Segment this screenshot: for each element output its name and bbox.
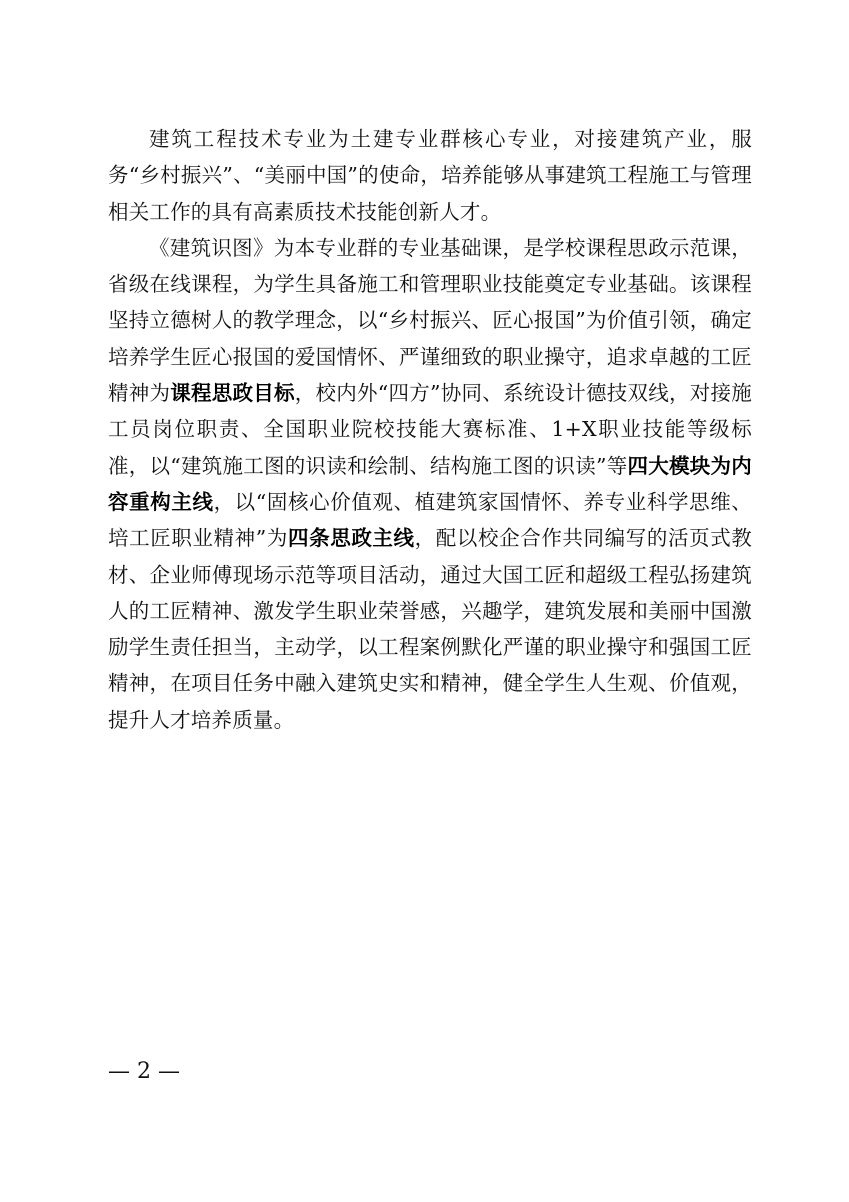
bold-phrase-four-modules: 四大模块为内容重构主线	[108, 453, 752, 514]
body-text	[108, 121, 752, 738]
paragraph-1-text: 建筑工程技术专业为土建专业群核心专业，对接建筑产业，服务“乡村振兴”、“美丽中国”的使命，培养能够从事建筑工程施工与管理相关工作的具有高素质技术技能创新人才。	[108, 127, 752, 224]
bold-phrase-four-lines: 四条思政主线	[287, 526, 415, 551]
paragraph-1	[108, 121, 752, 230]
page-number: — 2 —	[108, 1059, 180, 1084]
paragraph-2-text-a: 《建筑识图》为本专业群的专业基础课，是学校课程思政示范课，省级在线课程，为学生具备施工和管理职业技能奠定专业基础。该课程坚持立德树人的教学理念，以“乡村振兴、匠心报国”为价值引领，确定培养学生匠心报国的爱国情怀、严谨细致的职业操守，追求卓越的工匠精神为	[108, 235, 752, 406]
paragraph-2-text-d: ，配以校企合作共同编写的活页式教材、企业师傅现场示范等项目活动，通过大国工匠和超级工程弘扬建筑人的工匠精神、激发学生职业荣誉感，兴趣学，建筑发展和美丽中国激励学生责任担当，主动学，以工程案例默化严谨的职业操守和强国工匠精神，在项目任务中融入建筑史实和精神，健全学生人生观、价值观，提升人才培养质量。	[108, 526, 753, 732]
paragraph-2-text-c: ，以“固核心价值观、植建筑家国情怀、养专业科学思维、培工匠职业精神”为	[108, 489, 753, 551]
paragraph-2	[108, 230, 752, 738]
bold-phrase-course-goal: 课程思政目标	[170, 381, 295, 406]
paragraph-2-text-b: ，校内外“四方”协同、系统设计德技双线，对接施工员岗位职责、全国职业院校技能大赛标准、1+X职业技能等级标准，以“建筑施工图的识读和绘制、结构施工图的识读”等	[108, 381, 752, 478]
